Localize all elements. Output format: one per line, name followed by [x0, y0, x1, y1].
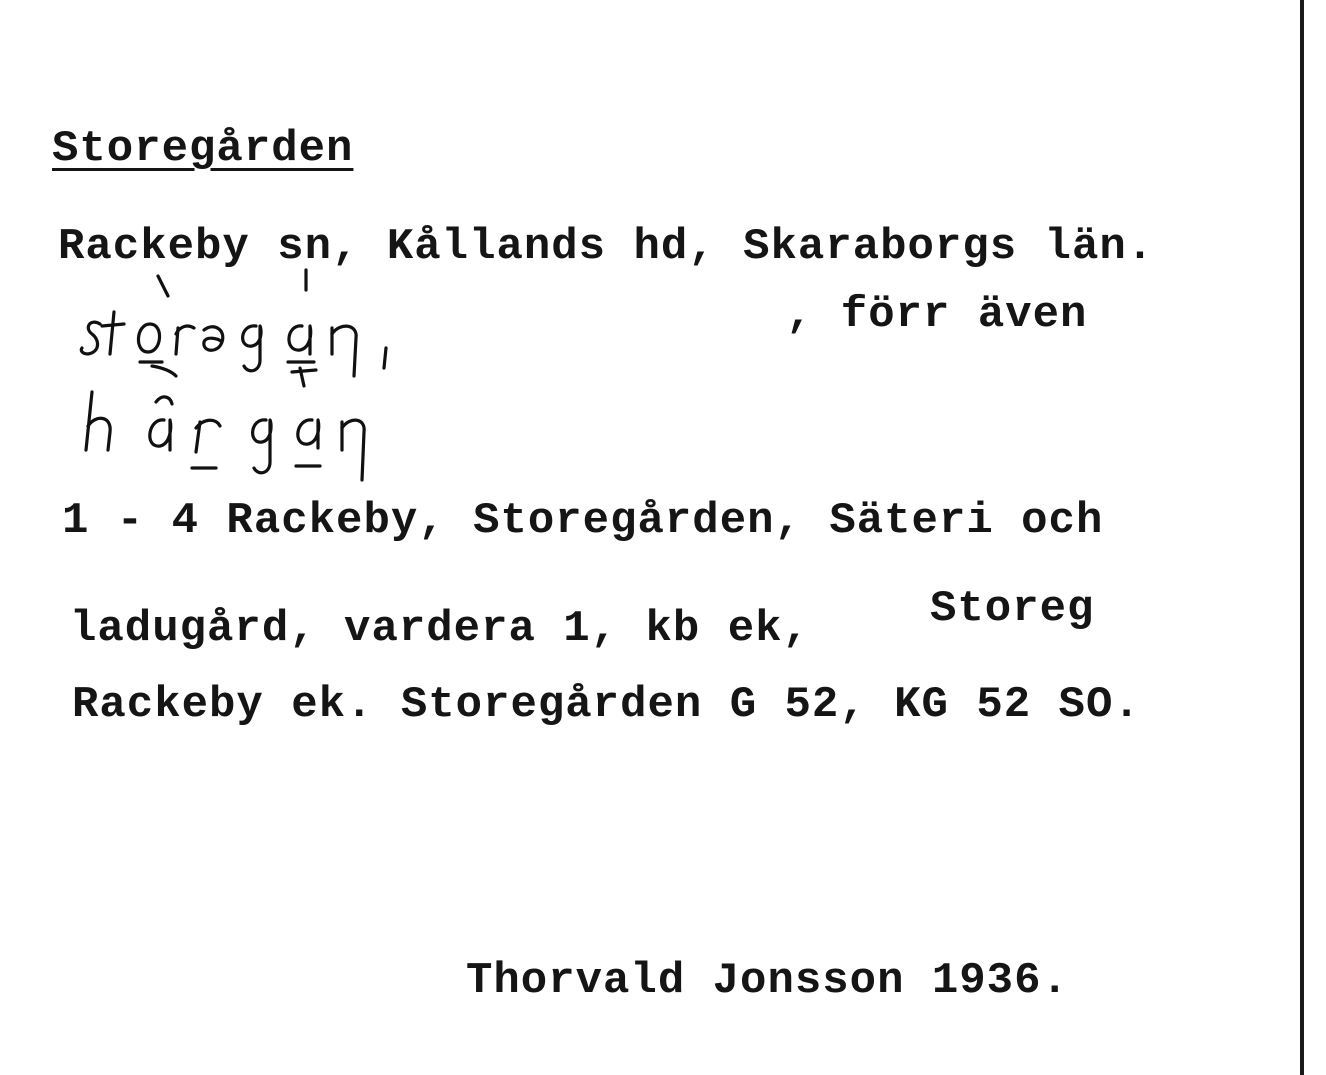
card-right-edge [1300, 0, 1304, 1075]
entry-line-1: 1 - 4 Rackeby, Storegården, Säteri och [62, 496, 1104, 546]
entry-line-3: Rackeby ek. Storegården G 52, KG 52 SO. [72, 680, 1141, 730]
location-line: Rackeby sn, Kållands hd, Skaraborgs län. [58, 222, 1155, 272]
card-title: Storegården [52, 124, 354, 174]
entry-line-2: ladugård, vardera 1, kb ek, [70, 604, 810, 654]
handwritten-transcription-2 [72, 362, 372, 492]
signature: Thorvald Jonsson 1936. [466, 956, 1069, 1006]
earlier-form-label: , förr även [786, 290, 1088, 340]
entry-line-2-tail: Storeg [930, 584, 1095, 634]
